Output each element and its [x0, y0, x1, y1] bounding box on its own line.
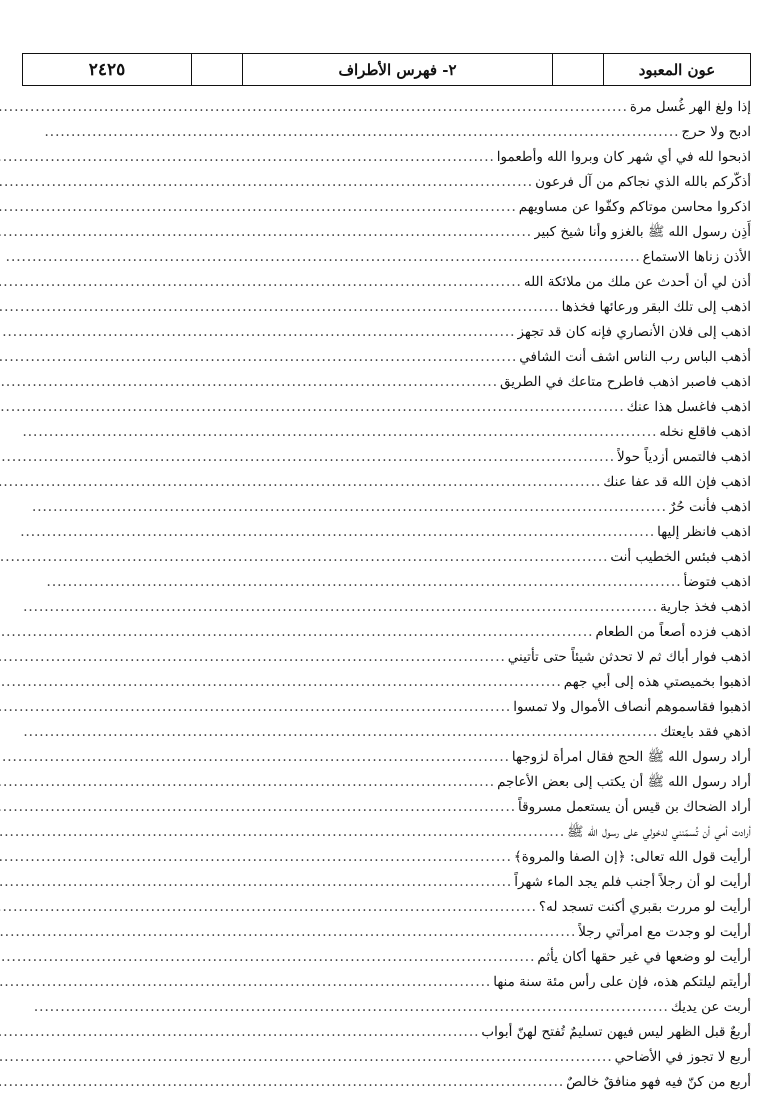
- entry-text: أذن لي أن أحدث عن ملك من ملائكة الله: [523, 274, 751, 290]
- entry-text: اذهب فتوضأ: [683, 574, 751, 590]
- index-entry: [0, 617, 751, 642]
- index-entry: [0, 492, 751, 517]
- index-entry: [0, 467, 751, 492]
- entry-text: أرأيت قول الله تعالى: ﴿إن الصفا والمروة﴾: [513, 849, 751, 865]
- page-number: ٢٤٢٥: [23, 54, 192, 85]
- leader-dots: [0, 1042, 613, 1067]
- leader-dots: [0, 767, 495, 792]
- index-entry: [0, 667, 751, 692]
- leader-dots: [0, 717, 658, 742]
- entry-text: أرأيت لو أن رجلاً أجنب فلم يجد الماء شهراً: [514, 874, 751, 890]
- running-header: [22, 53, 751, 86]
- leader-dots: [0, 117, 679, 142]
- leader-dots: [0, 917, 576, 942]
- header-divider-cell: [192, 54, 243, 85]
- index-entry: [0, 742, 751, 767]
- index-entry: [0, 717, 751, 742]
- leader-dots: [0, 1067, 564, 1092]
- index-columns: [22, 92, 751, 1092]
- leader-dots: [0, 667, 562, 692]
- index-entry: [0, 367, 751, 392]
- leader-dots: [0, 242, 641, 267]
- leader-dots: [0, 817, 565, 842]
- leader-dots: [0, 92, 628, 117]
- entry-text: اذهب إلى تلك البقر ورعائها فخذها: [561, 299, 751, 315]
- index-entry: [0, 542, 751, 567]
- entry-text: اذهب فخذ جارية: [660, 599, 751, 615]
- entry-text: أذكّركم بالله الذي نجاكم من آل فرعون: [535, 174, 751, 190]
- leader-dots: [0, 617, 593, 642]
- entry-text: اذهبوا بخميصتي هذه إلى أبي جهم: [563, 674, 751, 690]
- index-entry: [0, 767, 751, 792]
- leader-dots: [0, 317, 515, 342]
- entry-text: أَذِن رسول الله ﷺ بالغزو وأنا شيخ كبير: [534, 224, 751, 240]
- leader-dots: [0, 517, 655, 542]
- entry-text: أربع من كنّ فيه فهو منافقٌ خالصٌ: [566, 1074, 751, 1090]
- entry-text: اذهب فوار أباك ثم لا تحدثن شيئاً حتى تأتيني: [507, 649, 751, 665]
- index-entry: [0, 342, 751, 367]
- leader-dots: [0, 867, 512, 892]
- index-entry: [0, 442, 751, 467]
- index-entry: [0, 167, 751, 192]
- leader-dots: [0, 267, 522, 292]
- entry-text: اذهي فقد بايعتك: [660, 724, 751, 740]
- index-entry: [0, 867, 751, 892]
- index-entry: [0, 117, 751, 142]
- leader-dots: [0, 742, 510, 767]
- index-entry: [0, 1017, 751, 1042]
- entry-text: اذهبوا فقاسموهم أنصاف الأموال ولا تمسوا: [513, 699, 751, 715]
- leader-dots: [0, 367, 498, 392]
- leader-dots: [0, 467, 601, 492]
- entry-text: أراد رسول الله ﷺ أن يكتب إلى بعض الأعاجم: [497, 774, 751, 790]
- leader-dots: [0, 1017, 479, 1042]
- index-entry: [0, 817, 751, 842]
- leader-dots: [0, 492, 667, 517]
- entry-text: أربت عن يديك: [670, 999, 751, 1015]
- entry-text: أرأيتم ليلتكم هذه، فإن على رأس مئة سنة منها: [493, 974, 751, 990]
- entry-text: اذهب فبئس الخطيب أنت: [610, 549, 751, 565]
- index-entry: [0, 967, 751, 992]
- index-entry: [0, 892, 751, 917]
- entry-text: اذهب فأنت حُرٌ: [668, 499, 751, 515]
- index-entry: [0, 842, 751, 867]
- leader-dots: [0, 542, 608, 567]
- leader-dots: [0, 967, 491, 992]
- leader-dots: [0, 217, 532, 242]
- leader-dots: [0, 442, 615, 467]
- entry-text: اذهب فانظر إليها: [657, 524, 751, 540]
- entry-text: اذهب فاغسل هذا عنك: [626, 399, 751, 415]
- leader-dots: [0, 942, 535, 967]
- index-entry: [0, 192, 751, 217]
- index-entry: [0, 142, 751, 167]
- index-entry: [0, 792, 751, 817]
- leader-dots: [0, 692, 511, 717]
- leader-dots: [0, 592, 658, 617]
- entry-text: أرأيت لو وجدت مع امرأتي رجلاً: [578, 924, 751, 940]
- entry-text: الأذن زناها الاستماع: [642, 249, 751, 265]
- entry-text: أرادت أمي أن تُسمّنني لدخولي على رسول الله ﷺ: [567, 824, 751, 840]
- leader-dots: [0, 642, 506, 667]
- entry-text: أذهب الباس رب الناس اشف أنت الشافي: [519, 349, 751, 365]
- leader-dots: [0, 842, 512, 867]
- section-title: ٢- فهرس الأطراف: [243, 54, 553, 85]
- book-title: عون المعبود: [638, 60, 716, 79]
- index-entry: [0, 267, 751, 292]
- leader-dots: [0, 142, 495, 167]
- leader-dots: [0, 392, 625, 417]
- entry-text: أراد الضحاك بن قيس أن يستعمل مسروقاً: [518, 799, 751, 815]
- entry-text: اذهب فإن الله قد عفا عنك: [603, 474, 751, 490]
- leader-dots: [0, 342, 517, 367]
- index-entry: [0, 942, 751, 967]
- index-entry: [0, 1067, 751, 1092]
- entry-text: اذكروا محاسن موتاكم وكفّوا عن مساويهم: [518, 199, 751, 215]
- leader-dots: [0, 792, 516, 817]
- index-entry: [0, 917, 751, 942]
- index-entry: [0, 567, 751, 592]
- index-entry: [0, 92, 751, 117]
- entry-text: أرأيت لو وضعها في غير حقها أكان يأثم: [537, 949, 751, 965]
- index-entry: [0, 317, 751, 342]
- leader-dots: [0, 167, 533, 192]
- index-entry: [0, 592, 751, 617]
- entry-text: إذا ولغ الهر غُسل مرة: [629, 99, 751, 115]
- entry-text: أربعٌ قبل الظهر ليس فيهن تسليمٌ تُفتح لهنّ أبواب: [481, 1024, 751, 1040]
- entry-text: اذهب إلى فلان الأنصاري فإنه كان قد تجهز: [517, 324, 751, 340]
- index-entry: [0, 392, 751, 417]
- leader-dots: [0, 417, 657, 442]
- leader-dots: [0, 992, 669, 1017]
- entry-text: أرأيت لو مررت بقبري أكنت تسجد له؟: [538, 899, 751, 915]
- leader-dots: [0, 892, 537, 917]
- leader-dots: [0, 192, 517, 217]
- index-entry: [0, 292, 751, 317]
- index-entry: [0, 217, 751, 242]
- entry-text: اذهب فاقلع نخله: [659, 424, 751, 440]
- index-entry: [0, 992, 751, 1017]
- index-entry: [0, 642, 751, 667]
- right-column: [0, 92, 751, 1092]
- index-entry: [0, 417, 751, 442]
- header-divider-cell: [553, 54, 604, 85]
- leader-dots: [0, 567, 681, 592]
- entry-text: اذهب فاصبر اذهب فاطرح متاعك في الطريق: [499, 374, 751, 390]
- index-entry: [0, 692, 751, 717]
- leader-dots: [0, 292, 560, 317]
- entry-text: اذهب فزده أصعاً من الطعام: [595, 624, 751, 640]
- entry-text: اذبحوا لله في أي شهر كان وبروا الله وأطعموا: [496, 149, 751, 165]
- entry-text: ادبح ولا حرج: [681, 124, 751, 140]
- entry-text: أراد رسول الله ﷺ الحج فقال امرأة لزوجها: [511, 749, 751, 765]
- index-entry: [0, 242, 751, 267]
- entry-text: أربع لا تجوز في الأضاحي: [614, 1049, 751, 1065]
- index-entry: [0, 517, 751, 542]
- entry-text: اذهب فالتمس أزدياً حولاً: [617, 449, 751, 465]
- index-entry: [0, 1042, 751, 1067]
